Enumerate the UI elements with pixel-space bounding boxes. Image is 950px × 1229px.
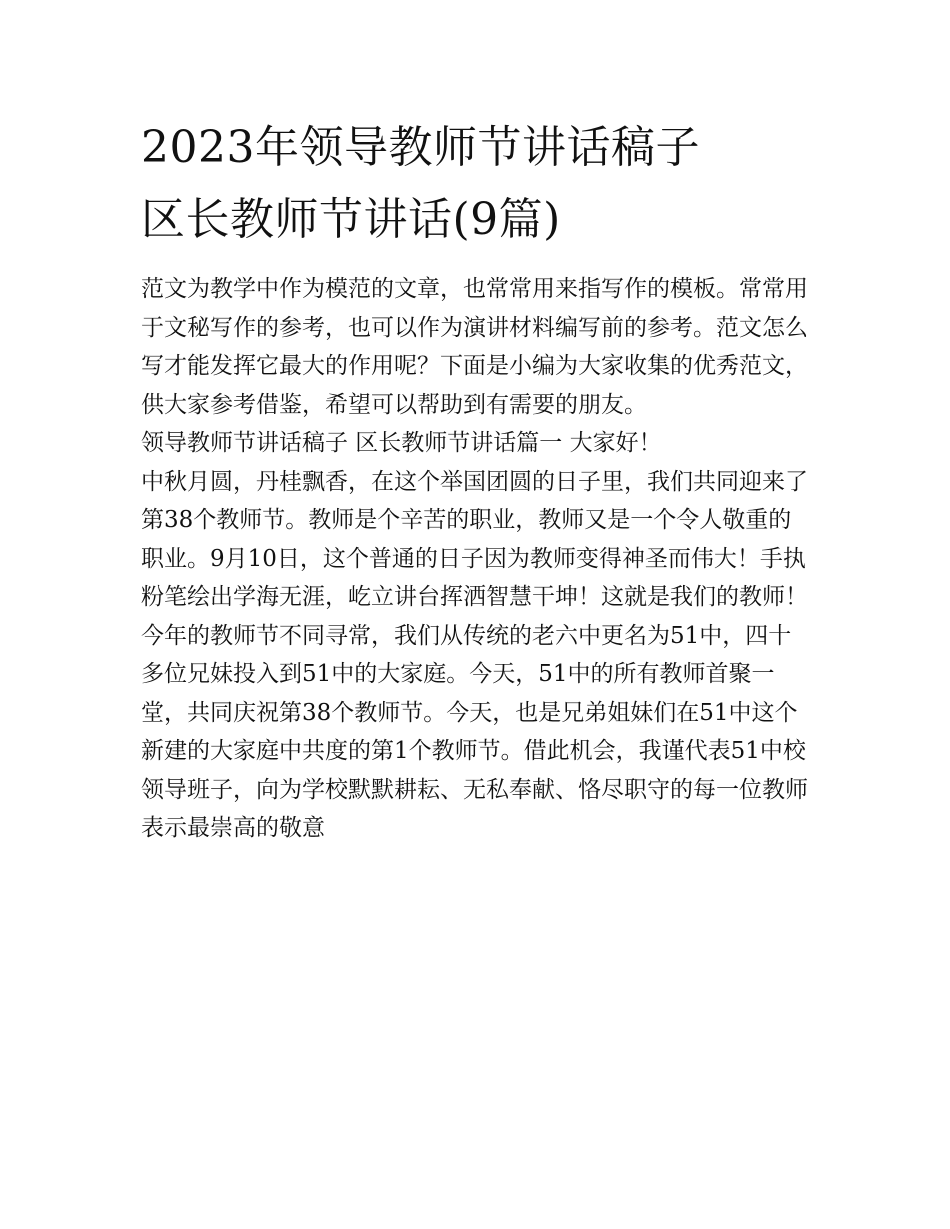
title-line-2: 区长教师节讲话(9篇) [141, 194, 561, 245]
document-title [141, 112, 813, 256]
intro-paragraph: 范文为教学中作为模范的文章，也常常用来指写作的模板。常常用于文秘写作的参考，也可以作为演讲材料编写前的参考。范文怎么写才能发挥它最大的作用呢？下面是小编为大家收集的优秀范文，供大家参考借鉴，希望可以帮助到有需要的朋友。 [141, 276, 808, 418]
title-line-1: 2023年领导教师节讲话稿子 [141, 122, 700, 173]
section-heading-paragraph: 领导教师节讲话稿子 区长教师节讲话篇一 大家好！ [141, 430, 662, 456]
speech-paragraph: 中秋月圆，丹桂飘香，在这个举国团圆的日子里，我们共同迎来了第38个教师节。教师是个辛苦的职业，教师又是一个令人敬重的职业。9月10日，这个普通的日子因为教师变得神圣而伟大！手执粉笔绘出学海无涯，屹立讲台挥洒智慧干坤！这就是我们的教师！今年的教师节不同寻常，我们从传统的老六中更名为51中，四十多位兄妹投入到51中的大家庭。今天，51中的所有教师首聚一堂，共同庆祝第38个教师节。今天，也是兄弟姐妹们在51中这个新建的大家庭中共度的第1个教师节。借此机会，我谨代表51中校领导班子，向为学校默默耕耘、无私奉献、恪尽职守的每一位教师表示最崇高的敬意 [141, 468, 808, 841]
document-page [141, 112, 813, 848]
document-body [141, 270, 813, 848]
